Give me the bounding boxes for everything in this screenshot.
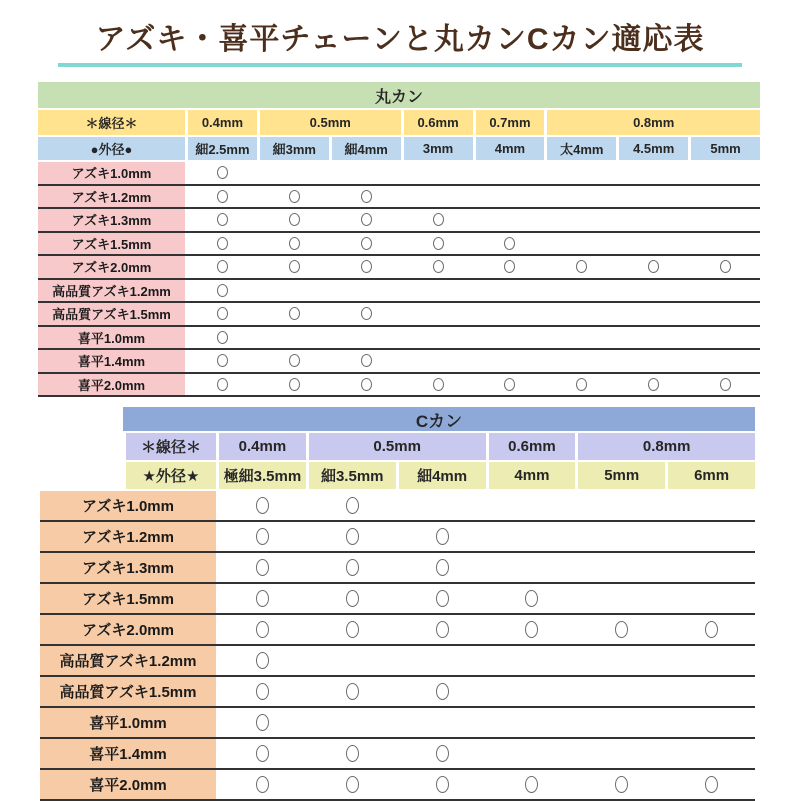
circle-mark-icon xyxy=(504,237,515,250)
chain-type-label: アズキ1.5mm xyxy=(38,233,185,255)
wire-diameter-cell: 0.7mm xyxy=(476,110,545,135)
wire-diameter-cell: 0.6mm xyxy=(404,110,473,135)
compatibility-mark-cell xyxy=(309,739,396,768)
empty-cell xyxy=(691,303,760,325)
circle-mark-icon xyxy=(436,745,449,762)
empty-cell xyxy=(260,162,329,184)
circle-mark-icon xyxy=(217,237,228,250)
compatibility-mark-cell xyxy=(399,615,486,644)
circle-mark-icon xyxy=(361,190,372,203)
circle-mark-icon xyxy=(504,378,515,391)
empty-cell xyxy=(489,553,576,582)
circle-mark-icon xyxy=(256,621,269,638)
compatibility-mark-cell xyxy=(399,553,486,582)
empty-cell xyxy=(691,186,760,208)
compatibility-mark-cell xyxy=(219,739,306,768)
empty-cell xyxy=(489,491,576,520)
compatibility-mark-cell xyxy=(332,374,401,396)
compatibility-mark-cell xyxy=(219,584,306,613)
circle-mark-icon xyxy=(433,378,444,391)
circle-mark-icon xyxy=(256,776,269,793)
circle-mark-icon xyxy=(576,260,587,273)
circle-mark-icon xyxy=(433,260,444,273)
compatibility-mark-cell xyxy=(547,374,616,396)
empty-cell xyxy=(476,303,545,325)
empty-cell xyxy=(476,280,545,302)
empty-cell xyxy=(691,280,760,302)
table-row xyxy=(40,677,755,708)
table-row xyxy=(38,327,760,351)
empty-cell xyxy=(404,162,473,184)
empty-cell xyxy=(332,280,401,302)
outer-diameter-cell: 4mm xyxy=(489,462,576,489)
compatibility-mark-cell xyxy=(578,615,665,644)
empty-cell xyxy=(668,677,755,706)
outer-diameter-cell: 細2.5mm xyxy=(188,137,257,160)
wire-diameter-label: ＊線径＊ xyxy=(38,110,185,135)
compatibility-mark-cell xyxy=(309,522,396,551)
empty-cell xyxy=(668,584,755,613)
outer-diameter-cell: 5mm xyxy=(578,462,665,489)
table-row xyxy=(40,584,755,615)
compatibility-mark-cell xyxy=(332,303,401,325)
compatibility-mark-cell xyxy=(332,209,401,231)
compatibility-mark-cell xyxy=(188,256,257,278)
table-row xyxy=(38,303,760,327)
empty-cell xyxy=(668,646,755,675)
compatibility-mark-cell xyxy=(309,491,396,520)
compatibility-mark-cell xyxy=(476,233,545,255)
table-row xyxy=(38,374,760,398)
compatibility-mark-cell xyxy=(332,256,401,278)
wire-diameter-cell: 0.4mm xyxy=(188,110,257,135)
table-row xyxy=(38,280,760,304)
empty-cell xyxy=(547,280,616,302)
wire-diameter-cell: 0.5mm xyxy=(309,433,486,460)
circle-mark-icon xyxy=(705,776,718,793)
circle-mark-icon xyxy=(256,497,269,514)
compatibility-mark-cell xyxy=(547,256,616,278)
outer-diameter-cell: 4.5mm xyxy=(619,137,688,160)
circle-mark-icon xyxy=(346,745,359,762)
empty-cell xyxy=(332,162,401,184)
circle-mark-icon xyxy=(217,378,228,391)
chain-type-label: アズキ2.0mm xyxy=(40,615,216,644)
compatibility-mark-cell xyxy=(489,615,576,644)
chain-type-label: アズキ1.3mm xyxy=(40,553,216,582)
marukan-outer-diameter-row xyxy=(38,137,760,160)
compatibility-mark-cell xyxy=(399,522,486,551)
empty-cell xyxy=(404,186,473,208)
circle-mark-icon xyxy=(436,590,449,607)
compatibility-mark-cell xyxy=(332,186,401,208)
compatibility-mark-cell xyxy=(188,209,257,231)
circle-mark-icon xyxy=(361,213,372,226)
compatibility-mark-cell xyxy=(476,374,545,396)
circle-mark-icon xyxy=(217,331,228,344)
circle-mark-icon xyxy=(217,307,228,320)
circle-mark-icon xyxy=(256,714,269,731)
table-row xyxy=(40,708,755,739)
circle-mark-icon xyxy=(436,683,449,700)
circle-mark-icon xyxy=(525,776,538,793)
circle-mark-icon xyxy=(436,621,449,638)
circle-mark-icon xyxy=(346,559,359,576)
circle-mark-icon xyxy=(361,237,372,250)
chain-type-label: 喜平2.0mm xyxy=(40,770,216,799)
outer-diameter-cell: 細4mm xyxy=(399,462,486,489)
empty-cell xyxy=(668,522,755,551)
ckan-table-title: Cカン xyxy=(123,407,755,431)
table-row xyxy=(38,162,760,186)
circle-mark-icon xyxy=(346,528,359,545)
circle-mark-icon xyxy=(289,190,300,203)
empty-cell xyxy=(691,209,760,231)
empty-cell xyxy=(489,708,576,737)
page-title: アズキ・喜平チェーンと丸カンCカン適応表 xyxy=(95,23,705,56)
empty-cell xyxy=(619,186,688,208)
compatibility-mark-cell xyxy=(260,209,329,231)
compatibility-mark-cell xyxy=(476,256,545,278)
compatibility-mark-cell xyxy=(219,708,306,737)
compatibility-mark-cell xyxy=(399,677,486,706)
outer-diameter-cell: 細3.5mm xyxy=(309,462,396,489)
empty-cell xyxy=(619,350,688,372)
chain-type-label: 高品質アズキ1.2mm xyxy=(40,646,216,675)
empty-cell xyxy=(489,677,576,706)
empty-cell xyxy=(691,233,760,255)
compatibility-mark-cell xyxy=(219,491,306,520)
table-row xyxy=(38,209,760,233)
outer-diameter-label: ●外径● xyxy=(38,137,185,160)
empty-cell xyxy=(578,677,665,706)
compatibility-mark-cell xyxy=(219,615,306,644)
chain-type-label: 喜平1.4mm xyxy=(40,739,216,768)
empty-cell xyxy=(332,327,401,349)
circle-mark-icon xyxy=(648,260,659,273)
chain-type-label: 喜平2.0mm xyxy=(38,374,185,396)
table-row xyxy=(40,491,755,522)
empty-cell xyxy=(404,327,473,349)
empty-cell xyxy=(668,553,755,582)
ckan-compatibility-table xyxy=(40,407,755,801)
outer-diameter-cell: 細3mm xyxy=(260,137,329,160)
circle-mark-icon xyxy=(217,213,228,226)
empty-cell xyxy=(547,233,616,255)
circle-mark-icon xyxy=(720,378,731,391)
empty-cell xyxy=(404,280,473,302)
empty-cell xyxy=(476,162,545,184)
compatibility-mark-cell xyxy=(404,233,473,255)
empty-cell xyxy=(399,708,486,737)
compatibility-mark-cell xyxy=(188,280,257,302)
compatibility-mark-cell xyxy=(219,677,306,706)
circle-mark-icon xyxy=(615,621,628,638)
circle-mark-icon xyxy=(576,378,587,391)
empty-cell xyxy=(489,522,576,551)
empty-cell xyxy=(578,646,665,675)
table-row xyxy=(40,553,755,584)
empty-cell xyxy=(668,739,755,768)
circle-mark-icon xyxy=(361,307,372,320)
wire-diameter-label: ＊線径＊ xyxy=(126,433,216,460)
compatibility-mark-cell xyxy=(188,374,257,396)
compatibility-mark-cell xyxy=(404,374,473,396)
empty-cell xyxy=(578,708,665,737)
compatibility-mark-cell xyxy=(260,186,329,208)
empty-cell xyxy=(668,708,755,737)
table-row xyxy=(38,233,760,257)
compatibility-mark-cell xyxy=(188,162,257,184)
circle-mark-icon xyxy=(648,378,659,391)
compatibility-mark-cell xyxy=(219,770,306,799)
compatibility-mark-cell xyxy=(219,522,306,551)
compatibility-mark-cell xyxy=(260,233,329,255)
empty-cell xyxy=(476,327,545,349)
empty-cell xyxy=(399,646,486,675)
compatibility-mark-cell xyxy=(188,233,257,255)
table-row xyxy=(40,522,755,553)
empty-cell xyxy=(547,186,616,208)
circle-mark-icon xyxy=(525,621,538,638)
marukan-compatibility-table xyxy=(38,82,760,397)
compatibility-mark-cell xyxy=(309,553,396,582)
chain-type-label: 喜平1.0mm xyxy=(40,708,216,737)
compatibility-mark-cell xyxy=(219,646,306,675)
chain-type-label: 高品質アズキ1.5mm xyxy=(40,677,216,706)
compatibility-mark-cell xyxy=(399,739,486,768)
compatibility-mark-cell xyxy=(404,256,473,278)
circle-mark-icon xyxy=(615,776,628,793)
empty-cell xyxy=(619,327,688,349)
chain-type-label: 高品質アズキ1.5mm xyxy=(38,303,185,325)
circle-mark-icon xyxy=(346,776,359,793)
table-row xyxy=(38,350,760,374)
circle-mark-icon xyxy=(217,284,228,297)
circle-mark-icon xyxy=(361,260,372,273)
empty-cell xyxy=(578,553,665,582)
circle-mark-icon xyxy=(289,307,300,320)
empty-cell xyxy=(547,350,616,372)
compatibility-mark-cell xyxy=(309,584,396,613)
empty-cell xyxy=(668,491,755,520)
chain-type-label: 喜平1.4mm xyxy=(38,350,185,372)
compatibility-mark-cell xyxy=(619,374,688,396)
empty-cell xyxy=(578,491,665,520)
circle-mark-icon xyxy=(217,166,228,179)
compatibility-mark-cell xyxy=(332,350,401,372)
circle-mark-icon xyxy=(256,683,269,700)
chain-type-label: アズキ1.2mm xyxy=(38,186,185,208)
outer-diameter-cell: 5mm xyxy=(691,137,760,160)
circle-mark-icon xyxy=(436,528,449,545)
circle-mark-icon xyxy=(256,590,269,607)
compatibility-mark-cell xyxy=(399,584,486,613)
circle-mark-icon xyxy=(256,652,269,669)
wire-diameter-cell: 0.5mm xyxy=(260,110,401,135)
compatibility-mark-cell xyxy=(489,770,576,799)
compatibility-mark-cell xyxy=(260,374,329,396)
chain-type-label: 喜平1.0mm xyxy=(38,327,185,349)
outer-diameter-cell: 3mm xyxy=(404,137,473,160)
circle-mark-icon xyxy=(346,590,359,607)
compatibility-mark-cell xyxy=(668,615,755,644)
empty-cell xyxy=(547,209,616,231)
compatibility-mark-cell xyxy=(691,256,760,278)
compatibility-mark-cell xyxy=(691,374,760,396)
wire-diameter-cell: 0.4mm xyxy=(219,433,306,460)
compatibility-mark-cell xyxy=(619,256,688,278)
ckan-wire-diameter-row xyxy=(40,433,755,460)
chain-type-label: アズキ1.0mm xyxy=(38,162,185,184)
circle-mark-icon xyxy=(217,190,228,203)
table-row xyxy=(38,186,760,210)
empty-cell xyxy=(489,646,576,675)
wire-diameter-cell: 0.8mm xyxy=(578,433,755,460)
marukan-table-title: 丸カン xyxy=(38,82,760,108)
compatibility-mark-cell xyxy=(188,350,257,372)
circle-mark-icon xyxy=(217,260,228,273)
ckan-outer-diameter-row xyxy=(40,462,755,489)
empty-cell xyxy=(309,646,396,675)
circle-mark-icon xyxy=(289,354,300,367)
compatibility-mark-cell xyxy=(188,327,257,349)
table-row xyxy=(40,646,755,677)
compatibility-mark-cell xyxy=(309,770,396,799)
empty-cell xyxy=(476,186,545,208)
empty-cell xyxy=(489,739,576,768)
empty-cell xyxy=(619,162,688,184)
outer-diameter-label: ★外径★ xyxy=(126,462,216,489)
table-row xyxy=(40,770,755,801)
empty-cell xyxy=(260,327,329,349)
table-row xyxy=(38,256,760,280)
outer-diameter-cell: 6mm xyxy=(668,462,755,489)
compatibility-mark-cell xyxy=(188,303,257,325)
compatibility-mark-cell xyxy=(309,677,396,706)
empty-cell xyxy=(547,303,616,325)
circle-mark-icon xyxy=(504,260,515,273)
circle-mark-icon xyxy=(217,354,228,367)
compatibility-mark-cell xyxy=(399,770,486,799)
empty-cell xyxy=(476,209,545,231)
compatibility-mark-cell xyxy=(219,553,306,582)
circle-mark-icon xyxy=(289,213,300,226)
title-block xyxy=(58,14,742,67)
compatibility-mark-cell xyxy=(668,770,755,799)
circle-mark-icon xyxy=(433,237,444,250)
empty-cell xyxy=(578,522,665,551)
circle-mark-icon xyxy=(361,378,372,391)
chain-type-label: アズキ2.0mm xyxy=(38,256,185,278)
circle-mark-icon xyxy=(289,237,300,250)
compatibility-mark-cell xyxy=(188,186,257,208)
compatibility-mark-cell xyxy=(578,770,665,799)
empty-cell xyxy=(619,303,688,325)
compatibility-mark-cell xyxy=(489,584,576,613)
ckan-table-body xyxy=(40,491,755,801)
empty-cell xyxy=(547,327,616,349)
chain-type-label: アズキ1.5mm xyxy=(40,584,216,613)
compatibility-mark-cell xyxy=(260,256,329,278)
chain-type-label: アズキ1.2mm xyxy=(40,522,216,551)
circle-mark-icon xyxy=(346,621,359,638)
circle-mark-icon xyxy=(705,621,718,638)
circle-mark-icon xyxy=(256,559,269,576)
marukan-wire-diameter-row xyxy=(38,110,760,135)
compatibility-mark-cell xyxy=(260,303,329,325)
empty-cell xyxy=(476,350,545,372)
empty-cell xyxy=(578,739,665,768)
compatibility-mark-cell xyxy=(332,233,401,255)
outer-diameter-cell: 細4mm xyxy=(332,137,401,160)
empty-cell xyxy=(619,233,688,255)
empty-cell xyxy=(619,209,688,231)
empty-cell xyxy=(691,327,760,349)
compatibility-mark-cell xyxy=(309,615,396,644)
circle-mark-icon xyxy=(436,776,449,793)
empty-cell xyxy=(691,162,760,184)
circle-mark-icon xyxy=(436,559,449,576)
outer-diameter-cell: 4mm xyxy=(476,137,545,160)
wire-diameter-cell: 0.8mm xyxy=(547,110,760,135)
empty-cell xyxy=(619,280,688,302)
circle-mark-icon xyxy=(256,528,269,545)
compatibility-mark-cell xyxy=(260,350,329,372)
circle-mark-icon xyxy=(361,354,372,367)
empty-cell xyxy=(399,491,486,520)
circle-mark-icon xyxy=(346,683,359,700)
empty-cell xyxy=(578,584,665,613)
outer-diameter-cell: 極細3.5mm xyxy=(219,462,306,489)
circle-mark-icon xyxy=(720,260,731,273)
chain-type-label: アズキ1.3mm xyxy=(38,209,185,231)
outer-diameter-cell: 太4mm xyxy=(547,137,616,160)
circle-mark-icon xyxy=(289,260,300,273)
circle-mark-icon xyxy=(256,745,269,762)
chain-type-label: 高品質アズキ1.2mm xyxy=(38,280,185,302)
empty-cell xyxy=(309,708,396,737)
circle-mark-icon xyxy=(525,590,538,607)
chain-type-label: アズキ1.0mm xyxy=(40,491,216,520)
circle-mark-icon xyxy=(433,213,444,226)
empty-cell xyxy=(260,280,329,302)
empty-cell xyxy=(404,350,473,372)
circle-mark-icon xyxy=(289,378,300,391)
circle-mark-icon xyxy=(346,497,359,514)
empty-cell xyxy=(547,162,616,184)
wire-diameter-cell: 0.6mm xyxy=(489,433,576,460)
empty-cell xyxy=(691,350,760,372)
table-row xyxy=(40,615,755,646)
marukan-table-body xyxy=(38,162,760,397)
compatibility-mark-cell xyxy=(404,209,473,231)
empty-cell xyxy=(404,303,473,325)
table-row xyxy=(40,739,755,770)
